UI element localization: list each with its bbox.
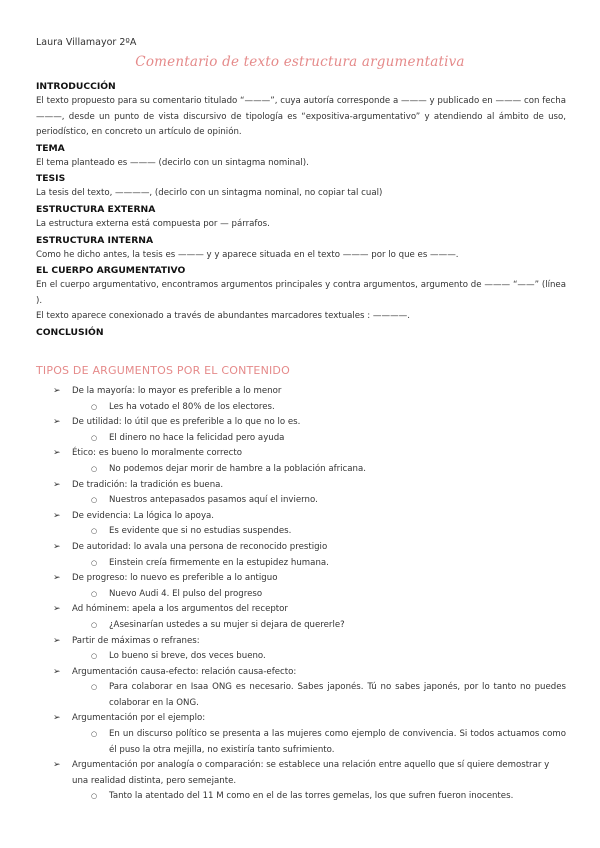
argument-type-label: Argumentación causa-efecto: relación causa-efecto:: [72, 666, 297, 677]
list-subitem: [36, 431, 566, 447]
paragraph-estructura-externa: La estructura externa está compuesta por — párrafos.: [36, 218, 270, 229]
argument-type-label: Argumentación por el ejemplo:: [72, 713, 206, 724]
argument-type-label: De tradición: la tradición es buena.: [72, 479, 224, 490]
argument-example: Nuevo Audi 4. El pulso del progreso: [109, 588, 263, 599]
list-item: [36, 384, 566, 400]
argument-example: Einstein creía firmemente en la estupidez humana.: [109, 557, 329, 568]
circle-bullet-icon: ○: [91, 464, 98, 473]
heading-introduccion: INTRODUCCIÓN: [36, 81, 116, 92]
arrow-bullet-icon: ➢: [53, 510, 61, 521]
argument-type-label: De progreso: lo nuevo es preferible a lo antiguo: [72, 573, 278, 584]
heading-tesis: TESIS: [36, 173, 66, 185]
list-subitem: [36, 493, 566, 509]
circle-bullet-icon: ○: [91, 433, 98, 442]
list-subitem: [36, 400, 566, 416]
list-subitem: [36, 556, 566, 572]
argument-example: No podemos dejar morir de hambre a la población africana.: [109, 463, 366, 474]
arrow-bullet-icon: ➢: [53, 541, 61, 552]
list-subitem: [36, 649, 566, 665]
list-item: [36, 446, 566, 462]
argument-type-label: Argumentación por analogía o comparación: se establece una relación entre aquello que sí quiere demostrar y una realidad distinta, pero semejante.: [72, 760, 550, 786]
argument-example: Nuestros antepasados pasamos aquí el invierno.: [109, 495, 318, 506]
arrow-bullet-icon: ➢: [53, 760, 61, 771]
list-item: [36, 478, 566, 494]
author-line: Laura Villamayor 2ºA: [36, 37, 137, 48]
list-item: [36, 415, 566, 431]
heading-cuerpo-argumentativo: EL CUERPO ARGUMENTATIVO: [36, 265, 186, 277]
circle-bullet-icon: ○: [91, 652, 98, 661]
circle-bullet-icon: ○: [91, 589, 98, 598]
list-subitem: [36, 618, 566, 634]
argument-types-list: [36, 384, 566, 805]
heading-tema: TEMA: [36, 142, 65, 154]
arrow-bullet-icon: ➢: [53, 666, 61, 677]
argument-type-label: Ético: es bueno lo moralmente correcto: [72, 448, 242, 459]
arrow-bullet-icon: ➢: [53, 713, 61, 724]
list-subitem: [36, 462, 566, 478]
list-item: [36, 602, 566, 618]
list-item: [36, 634, 566, 650]
circle-bullet-icon: ○: [91, 558, 98, 567]
paragraph-tesis: La tesis del texto, ————, (decirlo con un sintagma nominal, no copiar tal cual): [36, 188, 383, 199]
list-subitem: [36, 587, 566, 603]
arrow-bullet-icon: ➢: [53, 417, 61, 428]
list-item: [36, 711, 566, 727]
heading-estructura-interna: ESTRUCTURA INTERNA: [36, 234, 154, 246]
list-subitem: [36, 524, 566, 540]
argument-example: El dinero no hace la felicidad pero ayuda: [109, 432, 285, 443]
circle-bullet-icon: ○: [91, 496, 98, 505]
argument-example: Lo bueno si breve, dos veces bueno.: [109, 651, 266, 662]
argument-example: Les ha votado el 80% de los electores.: [109, 401, 275, 412]
arrow-bullet-icon: ➢: [53, 604, 61, 615]
list-item: [36, 540, 566, 556]
list-item: [36, 665, 566, 681]
arrow-bullet-icon: ➢: [53, 448, 61, 459]
argument-type-label: De autoridad: lo avala una persona de reconocido prestigio: [72, 541, 328, 552]
argument-type-label: De evidencia: La lógica lo apoya.: [72, 510, 215, 521]
argument-example: Tanto la atentado del 11 M como en el de las torres gemelas, los que sufren fueron inocentes.: [109, 791, 514, 802]
list-subitem: [36, 727, 566, 758]
list-item: [36, 509, 566, 525]
paragraph-marcadores: El texto aparece conexionado a través de abundantes marcadores textuales : ————.: [36, 311, 411, 322]
circle-bullet-icon: ○: [91, 792, 98, 801]
list-subitem: [36, 680, 566, 711]
argument-type-label: De utilidad: lo útil que es preferible a lo que no lo es.: [72, 417, 301, 428]
paragraph-introduccion: El texto propuesto para su comentario titulado “———”, cuya autoría corresponde a ——— y publicado en ——— con fecha ———, desde un punto de vista discursivo de tipología es “expositiva-argumentativo” y atendiendo al ámbito de uso, periodístico, en concreto un artículo de opinión.: [36, 96, 566, 138]
circle-bullet-icon: ○: [91, 683, 98, 692]
paragraph-tema: El tema planteado es ——— (decirlo con un sintagma nominal).: [36, 157, 309, 168]
circle-bullet-icon: ○: [91, 620, 98, 629]
heading-estructura-externa: ESTRUCTURA EXTERNA: [36, 203, 156, 215]
arrow-bullet-icon: ➢: [53, 635, 61, 646]
arrow-bullet-icon: ➢: [53, 479, 61, 490]
paragraph-estructura-interna: Como he dicho antes, la tesis es ——— y y aparece situada en el texto ——— por lo que es ———.: [36, 249, 459, 260]
arrow-bullet-icon: ➢: [53, 573, 61, 584]
argument-example: En un discurso político se presenta a las mujeres como ejemplo de convivencia. Si todos actuamos como él puso la otra mejilla, no existiría tanto sufrimiento.: [109, 729, 566, 755]
heading-conclusion: CONCLUSIÓN: [36, 326, 104, 338]
arrow-bullet-icon: ➢: [53, 386, 61, 396]
argument-example: ¿Asesinarían ustedes a su mujer si dejara de quererle?: [109, 619, 345, 630]
argument-type-label: De la mayoría: lo mayor es preferible a lo menor: [72, 386, 282, 396]
argument-example: Para colaborar en Isaa ONG es necesario. Sabes japonés. Tú no sabes japonés, por lo tanto no puedes colaborar en la ONG.: [109, 682, 566, 708]
circle-bullet-icon: ○: [91, 730, 98, 739]
circle-bullet-icon: ○: [91, 527, 98, 536]
list-item: [36, 571, 566, 587]
argument-type-label: Partir de máximas o refranes:: [72, 635, 200, 646]
argument-type-label: Ad hóminem: apela a los argumentos del receptor: [72, 604, 288, 615]
paragraph-cuerpo-argumentativo: En el cuerpo argumentativo, encontramos argumentos principales y contra argumentos, argumento de ——— “——” (línea ).: [36, 280, 566, 306]
commentary-template: [36, 79, 566, 340]
list-item: [36, 758, 566, 789]
list-subitem: [36, 789, 566, 805]
argument-example: Es evidente que si no estudias suspendes.: [109, 526, 292, 537]
document-title: Comentario de texto estructura argumentativa: [135, 54, 465, 70]
circle-bullet-icon: ○: [91, 402, 98, 411]
section-heading-tipos: TIPOS DE ARGUMENTOS POR EL CONTENIDO: [36, 364, 290, 377]
